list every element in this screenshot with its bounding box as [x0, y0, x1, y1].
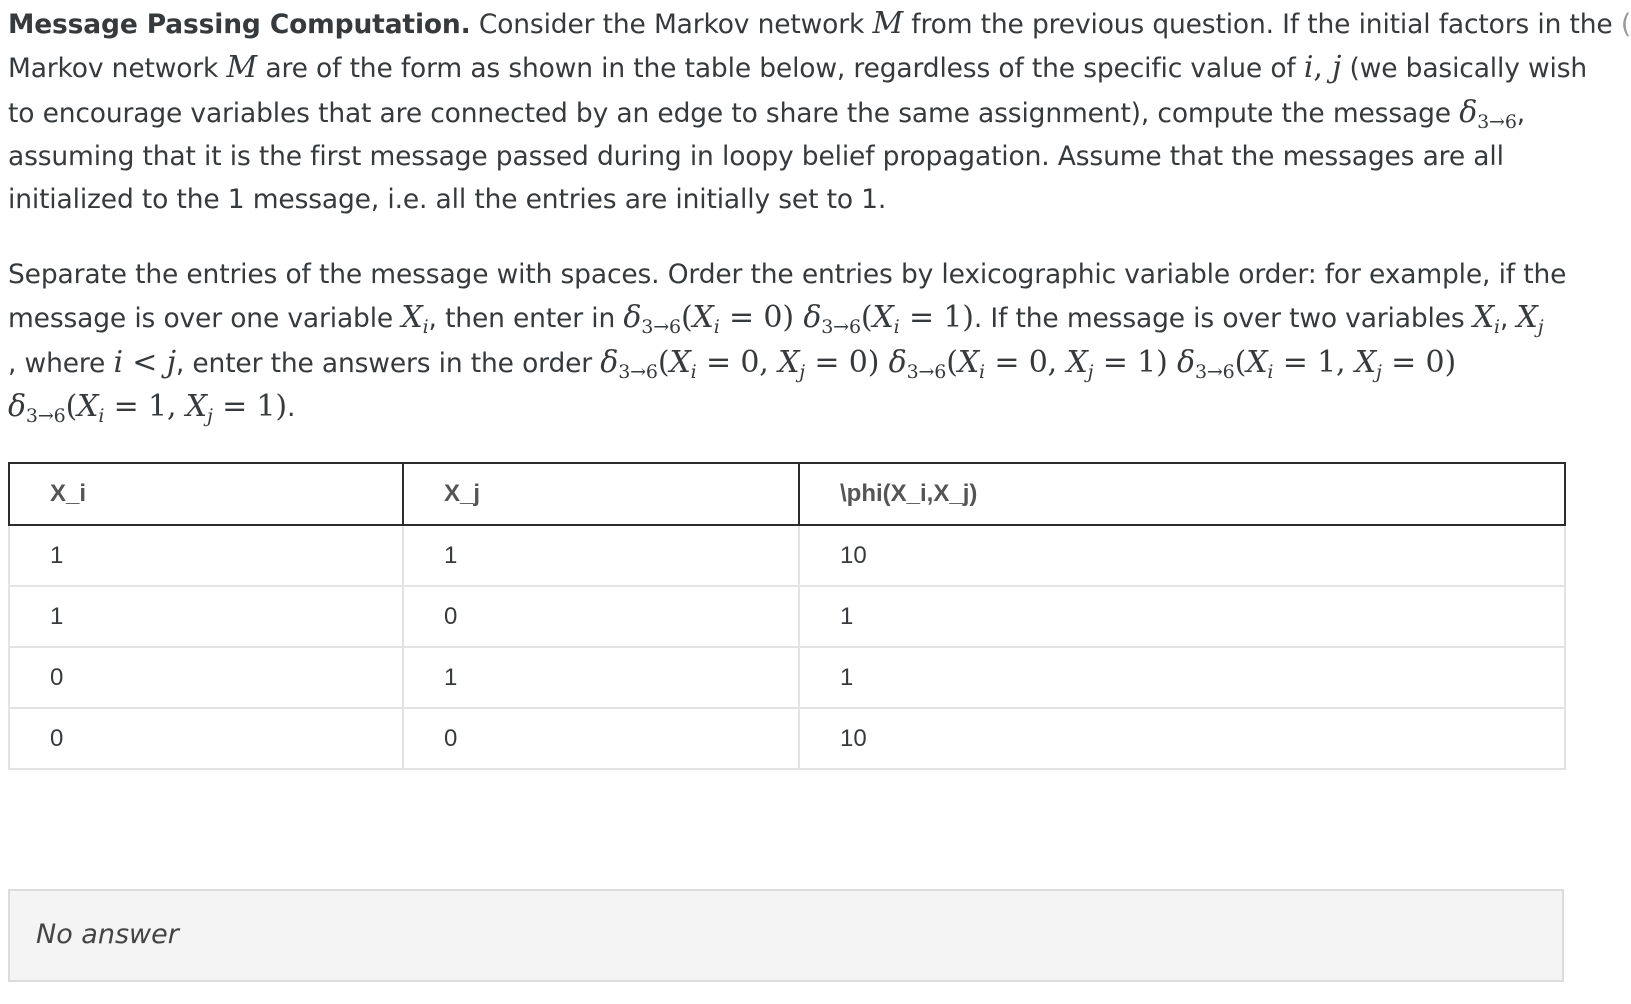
table-cell: 0 — [9, 647, 403, 708]
factor-table — [8, 462, 1566, 770]
table-row — [9, 525, 1565, 586]
table-cell: 0 — [403, 586, 799, 647]
instructions-line: Separate the entries of the message with spaces. Order the entries by lexicographic variable order: for example, if the — [8, 259, 1567, 290]
question-line: Message Passing Computation. Consider the Markov network M from the previous question. If the initial factors in the ( — [8, 6, 1631, 41]
table-cell: 1 — [403, 647, 799, 708]
question-line: Markov network M are of the form as shown in the table below, regardless of the specific value of i, j (we basically wish — [8, 50, 1588, 86]
instructions-line: message is over one variable $X_i$, then enter in $\delta_{3\to 6}(X_i = 0) \delta_{3\to 6}(X_i = 1)$. If the message is over two variables $X_i$, $X_j$ — [8, 300, 1544, 339]
table-cell: 1 — [403, 525, 799, 586]
question-line: initialized to the 1 message, i.e. all the entries are initially set to 1. — [8, 184, 887, 216]
table-cell: 1 — [9, 525, 403, 586]
table-cell: 1 — [9, 586, 403, 647]
question-line: assuming that it is the first message passed during in loopy belief propagation. Assume that the messages are all — [8, 140, 1504, 172]
table-row — [9, 586, 1565, 647]
table-cell: 1 — [799, 586, 1565, 647]
question-paragraph-1 — [8, 2, 1631, 221]
column-header-xi: X_i — [9, 463, 403, 525]
instructions-line: , where i < j, enter the answers in the order $\delta_{3\to 6}(X_i = 0$, $X_j = 0$) $\delta_{3\to 6}(X_i = 0$, $X_j = 1$) $\delta_{3\to 6}(X_i = 1$, $X_j = 0$) — [8, 344, 1457, 383]
table-row — [9, 647, 1565, 708]
table-cell: 10 — [799, 708, 1565, 769]
table-row — [9, 708, 1565, 769]
instructions-paragraph — [8, 253, 1566, 429]
answer-value: No answer — [36, 919, 179, 950]
table-cell: 10 — [799, 525, 1565, 586]
answer-box[interactable] — [8, 889, 1564, 982]
question-title: Message Passing Computation. — [8, 9, 471, 40]
table-cell: 0 — [403, 708, 799, 769]
column-header-xj: X_j — [403, 463, 799, 525]
table-header-row — [9, 463, 1565, 525]
question-line: to encourage variables that are connected by an edge to share the same assignment), compute the message $\delta_{3\to 6}$, — [8, 94, 1526, 133]
column-header-phi: \phi(X_i,X_j) — [799, 463, 1565, 525]
instructions-line: $\delta_{3\to 6}(X_i = 1$, $X_j = 1$). — [8, 388, 296, 427]
table-cell: 0 — [9, 708, 403, 769]
table-cell: 1 — [799, 647, 1565, 708]
